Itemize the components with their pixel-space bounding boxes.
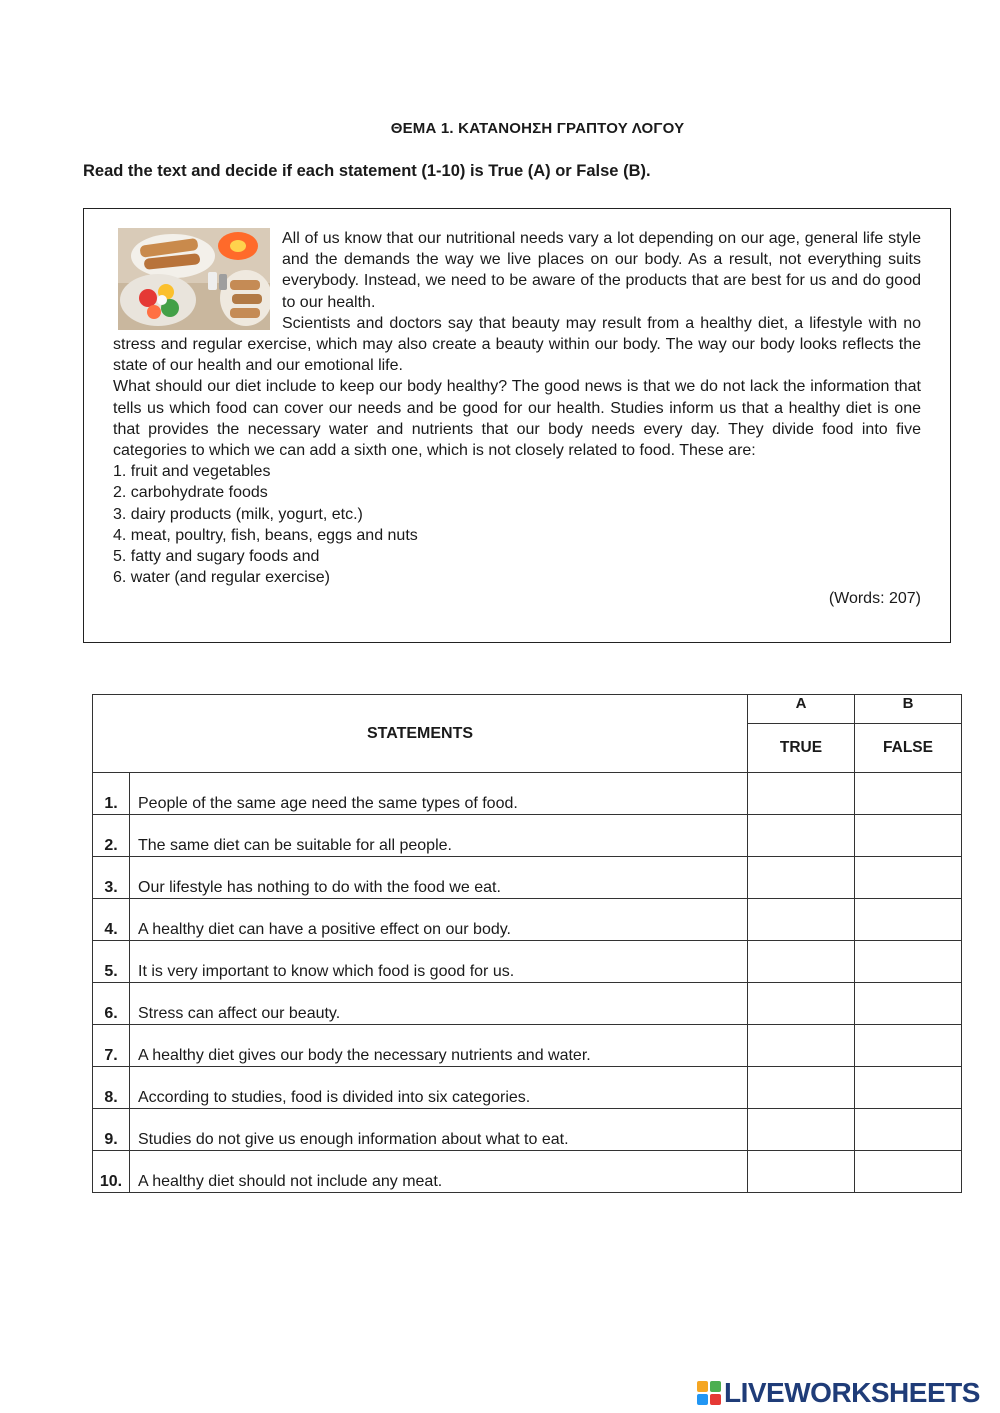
statement-text: It is very important to know which food is good for us. <box>138 963 515 980</box>
answer-cell-true[interactable] <box>748 899 855 941</box>
statements-header: STATEMENTS <box>93 695 748 773</box>
table-row <box>93 773 962 815</box>
answer-cell-false[interactable] <box>855 1109 962 1151</box>
list-item: 2. carbohydrate foods <box>113 484 268 502</box>
statement-number: 9. <box>104 1131 118 1148</box>
statement-text: Studies do not give us enough information about what to eat. <box>138 1131 569 1148</box>
table-row <box>93 899 962 941</box>
list-item: 5. fatty and sugary foods and <box>113 548 320 566</box>
table-row <box>93 1151 962 1193</box>
answer-cell-true[interactable] <box>748 1067 855 1109</box>
answer-cell-false[interactable] <box>855 857 962 899</box>
table-row <box>93 815 962 857</box>
table-row <box>93 983 962 1025</box>
answer-cell-false[interactable] <box>855 899 962 941</box>
answer-cell-false[interactable] <box>855 941 962 983</box>
answer-cell-false[interactable] <box>855 773 962 815</box>
answer-cell-true[interactable] <box>748 815 855 857</box>
answer-cell-false[interactable] <box>855 1151 962 1193</box>
answer-cell-true[interactable] <box>748 983 855 1025</box>
word-count: (Words: 207) <box>828 590 921 608</box>
table-row <box>93 941 962 983</box>
logo-square-icon <box>697 1381 708 1392</box>
list-item: 4. meat, poultry, fish, beans, eggs and nuts <box>113 526 418 544</box>
statements-table <box>92 694 962 1193</box>
instruction-text: Read the text and decide if each statement (1-10) is True (A) or False (B). <box>83 162 651 180</box>
statement-text: People of the same age need the same types of food. <box>138 795 518 812</box>
list-item: 1. fruit and vegetables <box>113 463 271 481</box>
list-item: 3. dairy products (milk, yogurt, etc.) <box>113 505 363 523</box>
passage-paragraph: What should our diet include to keep our body healthy? The good news is that we do not lack the information that tells us which food can cover our needs and be good for our health. Studies inform us that a healthy diet is one that provides the necessary water and nutrients that our body needs every day. They divide food into five categories to which we can add a sixth one, which is not closely related to food. These are: <box>113 378 921 460</box>
page-title: ΘΕΜΑ 1. ΚΑΤΑΝΟΗΣΗ ΓΡΑΠΤΟΥ ΛΟΓΟΥ <box>390 120 685 137</box>
column-false-label: FALSE <box>855 724 962 773</box>
passage-paragraph: All of us know that our nutritional needs vary a lot depending on our age, general life style and the demands the way we live places on our body. As a result, not everything suits everybody. Instead, we need to be aware of the products that are best for us and do good to our health. <box>282 230 921 311</box>
liveworksheets-logo[interactable] <box>697 1378 980 1408</box>
column-b-letter: B <box>855 695 962 724</box>
answer-cell-false[interactable] <box>855 1025 962 1067</box>
statement-number: 4. <box>104 921 118 938</box>
statement-text: A healthy diet gives our body the necessary nutrients and water. <box>138 1047 591 1064</box>
logo-square-icon <box>710 1381 721 1392</box>
statement-number: 3. <box>104 879 118 896</box>
answer-cell-true[interactable] <box>748 941 855 983</box>
list-item: 6. water (and regular exercise) <box>113 569 330 587</box>
logo-square-icon <box>697 1394 708 1405</box>
food-category-list <box>113 461 921 588</box>
statement-number: 2. <box>104 837 118 854</box>
passage-paragraph: Scientists and doctors say that beauty may result from a healthy diet, a lifestyle with no stress and regular exercise, which may also create a beauty within our body. The way our body looks reflects the state of our health and our emotional life. <box>113 314 921 375</box>
logo-square-icon <box>710 1394 721 1405</box>
statement-text: A healthy diet can have a positive effect on our body. <box>138 921 511 938</box>
table-row <box>93 1067 962 1109</box>
reading-passage <box>83 208 951 643</box>
statement-number: 10. <box>99 1173 123 1190</box>
statement-number: 7. <box>104 1047 118 1064</box>
liveworksheets-icon <box>697 1381 721 1405</box>
answer-cell-true[interactable] <box>748 857 855 899</box>
answer-cell-true[interactable] <box>748 1025 855 1067</box>
answer-cell-true[interactable] <box>748 1109 855 1151</box>
statement-text: The same diet can be suitable for all people. <box>138 837 452 854</box>
answer-cell-false[interactable] <box>855 983 962 1025</box>
answer-cell-false[interactable] <box>855 1067 962 1109</box>
statement-text: Our lifestyle has nothing to do with the food we eat. <box>138 879 501 896</box>
answer-cell-true[interactable] <box>748 1151 855 1193</box>
column-a-letter: A <box>748 695 855 724</box>
answer-cell-false[interactable] <box>855 815 962 857</box>
food-photo <box>118 228 270 330</box>
statement-number: 6. <box>104 1005 118 1022</box>
answer-cell-true[interactable] <box>748 773 855 815</box>
table-row <box>93 1109 962 1151</box>
column-true-label: TRUE <box>748 724 855 773</box>
statement-number: 1. <box>104 795 118 812</box>
table-row <box>93 1025 962 1067</box>
statement-text: Stress can affect our beauty. <box>138 1005 341 1022</box>
statement-number: 5. <box>104 963 118 980</box>
statement-text: A healthy diet should not include any meat. <box>138 1173 443 1190</box>
statement-number: 8. <box>104 1089 118 1106</box>
brand-name: LIVEWORKSHEETS <box>724 1377 980 1408</box>
table-row <box>93 857 962 899</box>
statement-text: According to studies, food is divided into six categories. <box>138 1089 531 1106</box>
